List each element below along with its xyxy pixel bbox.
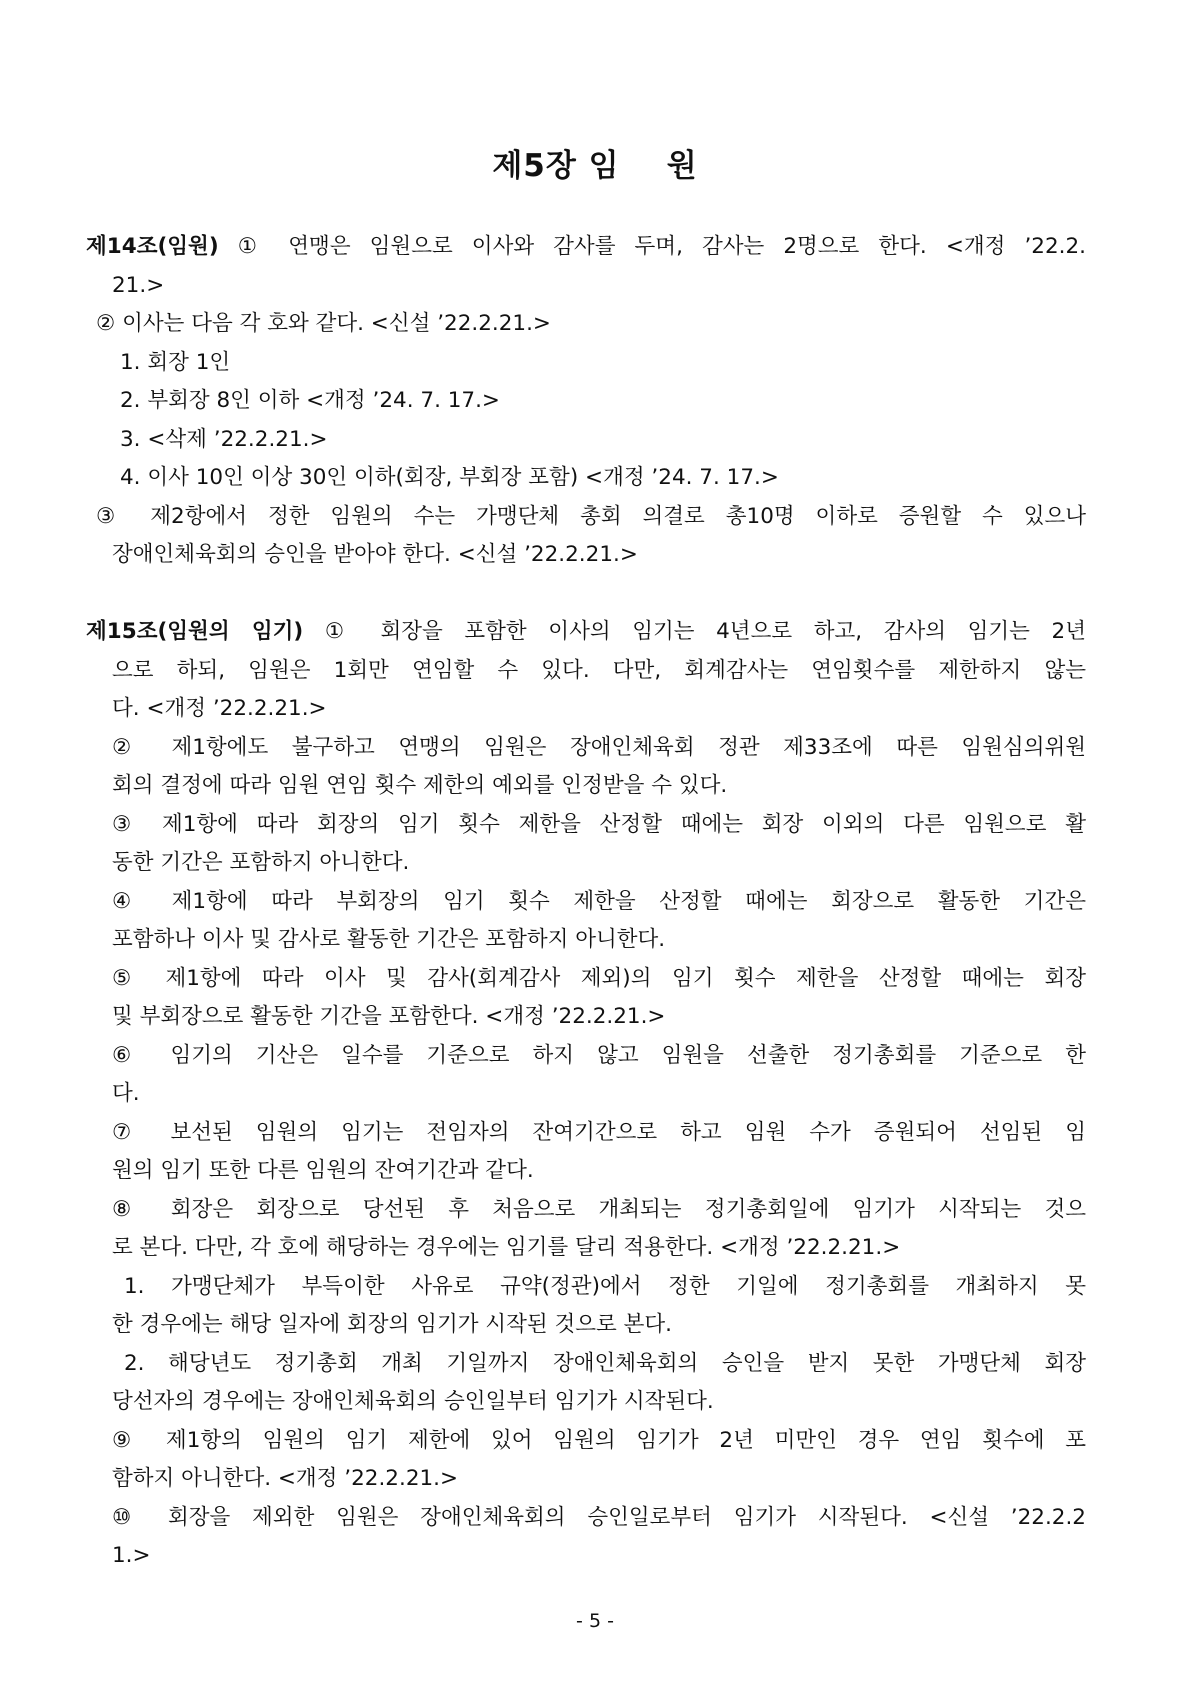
article-14-line-2: 21.> bbox=[112, 272, 165, 298]
article-15-clause-6: ⑥ 임기의 기산은 일수를 기준으로 하지 않고 임원을 선출한 정기총회를 기준으로 한 bbox=[112, 1042, 1086, 1068]
article-14-clause-1-text: ① 연맹은 임원으로 이사와 감사를 두며, 감사는 2명으로 한다. <개정 ’22.2. bbox=[218, 234, 1086, 259]
article-15-title: 제15조(임원의 임기) bbox=[86, 619, 304, 644]
article-15-clause-2-cont: 회의 결정에 따라 임원 연임 횟수 제한의 예외를 인정받을 수 있다. bbox=[112, 773, 728, 798]
article-15-clause-8: ⑧ 회장은 회장으로 당선된 후 처음으로 개최되는 정기총회일에 임기가 시작되는 것으 bbox=[112, 1196, 1086, 1222]
article-15-clause-6-cont: 다. bbox=[112, 1081, 140, 1106]
article-15-clause-8-cont: 로 본다. 다만, 각 호에 해당하는 경우에는 임기를 달리 적용한다. <개정 ’22.2.21.> bbox=[112, 1235, 901, 1260]
article-15-clause-9: ⑨ 제1항의 임원의 임기 제한에 있어 임원의 임기가 2년 미만인 경우 연임 횟수에 포 bbox=[112, 1427, 1086, 1453]
chapter-title: 제5장 임 원 bbox=[492, 148, 698, 184]
article-15-clause-2: ② 제1항에도 불구하고 연맹의 임원은 장애인체육회 정관 제33조에 따른 임원심의위원 bbox=[112, 734, 1086, 760]
article-15-clause-5-cont: 및 부회장으로 활동한 기간을 포함한다. <개정 ’22.2.21.> bbox=[112, 1004, 666, 1029]
article-15-clause-7: ⑦ 보선된 임원의 임기는 전임자의 잔여기간으로 하고 임원 수가 증원되어 선임된 임 bbox=[112, 1119, 1086, 1145]
article-15-clause-5: ⑤ 제1항에 따라 이사 및 감사(회계감사 제외)의 임기 횟수 제한을 산정할 때에는 회장 bbox=[112, 965, 1086, 991]
article-15-clause-3: ③ 제1항에 따라 회장의 임기 횟수 제한을 산정할 때에는 회장 이외의 다른 임원으로 활 bbox=[112, 811, 1086, 837]
article-15-clause-8-item-2: 2. 해당년도 정기총회 개최 기일까지 장애인체육회의 승인을 받지 못한 가맹단체 회장 bbox=[124, 1350, 1086, 1376]
article-15-clause-4: ④ 제1항에 따라 부회장의 임기 횟수 제한을 산정할 때에는 회장으로 활동한 기간은 bbox=[112, 888, 1086, 914]
article-15 bbox=[86, 613, 1086, 1576]
article-14-title: 제14조(임원) bbox=[86, 234, 219, 259]
article-14-clause-2: ② 이사는 다음 각 호와 같다. <신설 ’22.2.21.> bbox=[96, 311, 551, 336]
article-15-clause-4-cont: 포함하나 이사 및 감사로 활동한 기간은 포함하지 아니한다. bbox=[112, 927, 666, 952]
article-spacer bbox=[86, 575, 1086, 614]
article-15-clause-8-item-2-cont: 당선자의 경우에는 장애인체육회의 승인일부터 임기가 시작된다. bbox=[112, 1389, 714, 1414]
article-15-clause-3-cont: 동한 기간은 포함하지 아니한다. bbox=[112, 850, 410, 875]
article-14-item-4: 4. 이사 10인 이상 30인 이하(회장, 부회장 포함) <개정 ’24. 7. 17.> bbox=[120, 465, 779, 490]
article-14-item-1: 1. 회장 1인 bbox=[120, 349, 231, 375]
article-14-item-3: 3. <삭제 ’22.2.21.> bbox=[120, 426, 328, 452]
article-15-clause-8-item-1: 1. 가맹단체가 부득이한 사유로 규약(정관)에서 정한 기일에 정기총회를 개최하지 못 bbox=[124, 1273, 1086, 1299]
page-number: - 5 - bbox=[576, 1610, 614, 1632]
article-14-clause-3-cont: 장애인체육회의 승인을 받아야 한다. <신설 ’22.2.21.> bbox=[112, 542, 638, 567]
article-14 bbox=[86, 228, 1086, 575]
article-15-clause-8-item-1-cont: 한 경우에는 해당 일자에 회장의 임기가 시작된 것으로 본다. bbox=[112, 1312, 672, 1337]
article-15-clause-10: ⑩ 회장을 제외한 임원은 장애인체육회의 승인일로부터 임기가 시작된다. <신설 ’22.2.2 bbox=[112, 1504, 1086, 1530]
document-body bbox=[86, 228, 1086, 1576]
article-15-line-1 bbox=[86, 613, 1086, 652]
article-15-clause-1-text: ① 회장을 포함한 이사의 임기는 4년으로 하고, 감사의 임기는 2년 bbox=[303, 619, 1086, 644]
article-14-line-1 bbox=[86, 228, 1086, 267]
article-15-clause-10-cont: 1.> bbox=[112, 1543, 151, 1568]
article-15-line-2: 으로 하되, 임원은 1회만 연임할 수 있다. 다만, 회계감사는 연임횟수를 제한하지 않는 bbox=[112, 657, 1086, 683]
article-15-clause-7-cont: 원의 임기 또한 다른 임원의 잔여기간과 같다. bbox=[112, 1158, 534, 1183]
article-14-item-2: 2. 부회장 8인 이하 <개정 ’24. 7. 17.> bbox=[120, 388, 500, 413]
article-14-clause-3: ③ 제2항에서 정한 임원의 수는 가맹단체 총회 의결로 총10명 이하로 증원할 수 있으나 bbox=[96, 503, 1086, 529]
article-15-line-3: 다. <개정 ’22.2.21.> bbox=[112, 696, 327, 721]
article-15-clause-9-cont: 함하지 아니한다. <개정 ’22.2.21.> bbox=[112, 1466, 459, 1491]
